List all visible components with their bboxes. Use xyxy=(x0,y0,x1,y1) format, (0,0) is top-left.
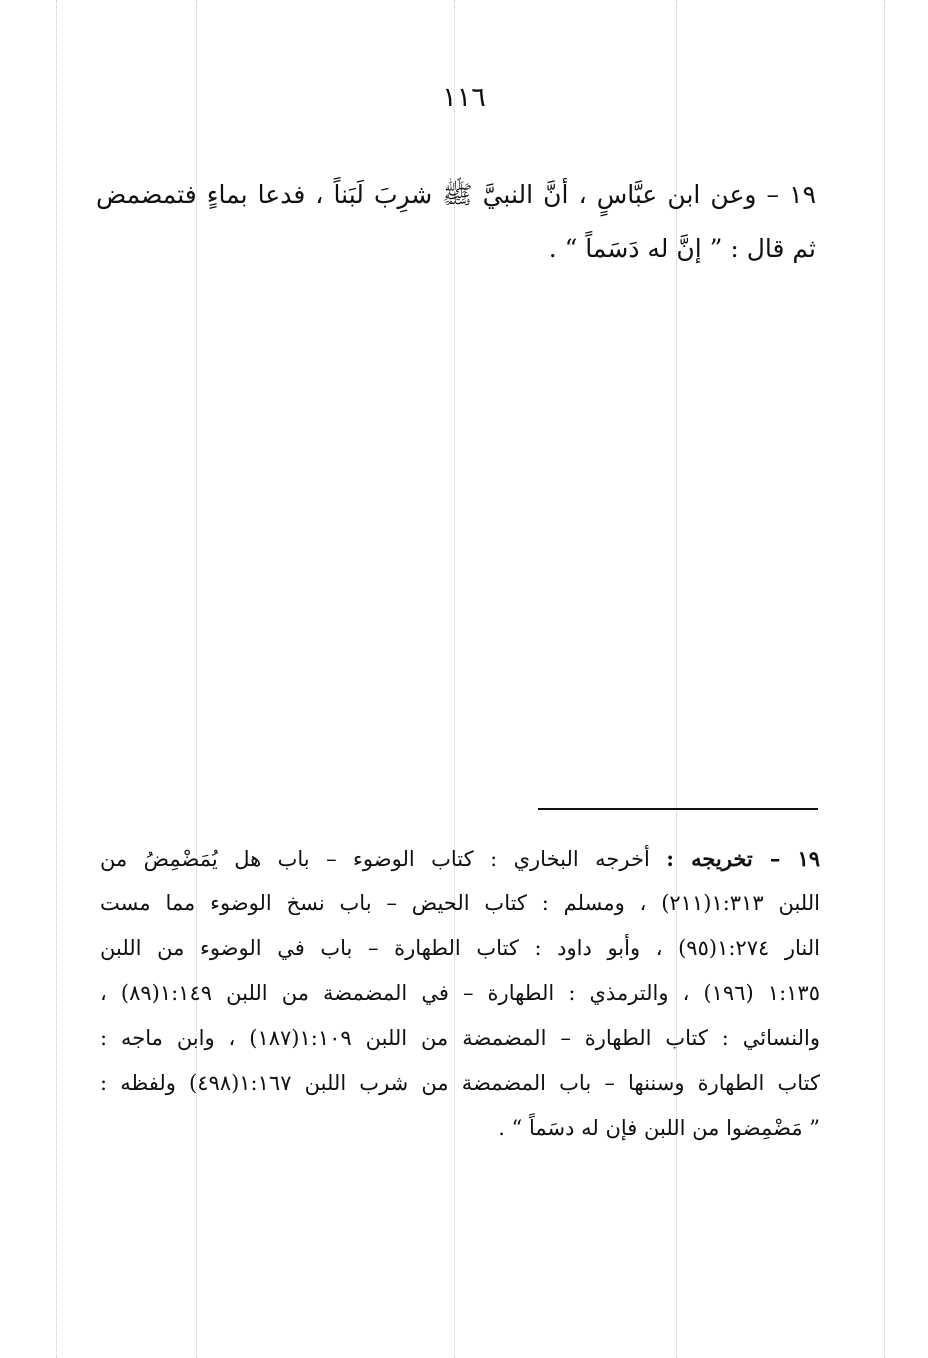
footnote-line: النار ١:٢٧٤(٩٥) ، وأبو داود : كتاب الطهارة – باب في الوضوء من اللبن xyxy=(100,936,820,960)
footnote-line: ” مَضْمِضوا من اللبن فإن له دسَماً “ . xyxy=(498,1116,820,1140)
scan-guide-line xyxy=(884,0,885,1358)
hadith-text: ١٩ – وعن ابن عبَّاسٍ ، أنَّ النبيَّ ﷺ شرِبَ لَبَناً ، فدعا بماءٍ فتمضمض ثم قال : ” إنَّ له دَسَماً “ . xyxy=(96,180,816,263)
page-number: ١١٦ xyxy=(442,82,486,113)
footnote-line-text: أخرجه البخاري : كتاب الوضوء – باب هل يُمَضْمِضُ من xyxy=(100,847,650,871)
footnote-line: كتاب الطهارة وسننها – باب المضمضة من شرب اللبن ١:١٦٧(٤٩٨) ولفظه : xyxy=(100,1071,820,1095)
footnote-line: ١:١٣٥ (١٩٦) ، والترمذي : الطهارة – في المضمضة من اللبن ١:١٤٩(٨٩) ، xyxy=(100,981,820,1005)
scan-guide-line xyxy=(56,0,57,1358)
footnote-line: اللبن ١:٣١٣(٢١١) ، ومسلم : كتاب الحيض – باب نسخ الوضوء مما مست xyxy=(100,891,820,915)
footnote xyxy=(100,836,820,1151)
footnote-line xyxy=(100,836,820,881)
footnote-line: والنسائي : كتاب الطهارة – المضمضة من اللبن ١:١٠٩(١٨٧) ، وابن ماجه : xyxy=(100,1026,820,1050)
footnote-separator xyxy=(538,808,818,810)
footnote-lead: ١٩ – تخريجه : xyxy=(666,846,820,871)
